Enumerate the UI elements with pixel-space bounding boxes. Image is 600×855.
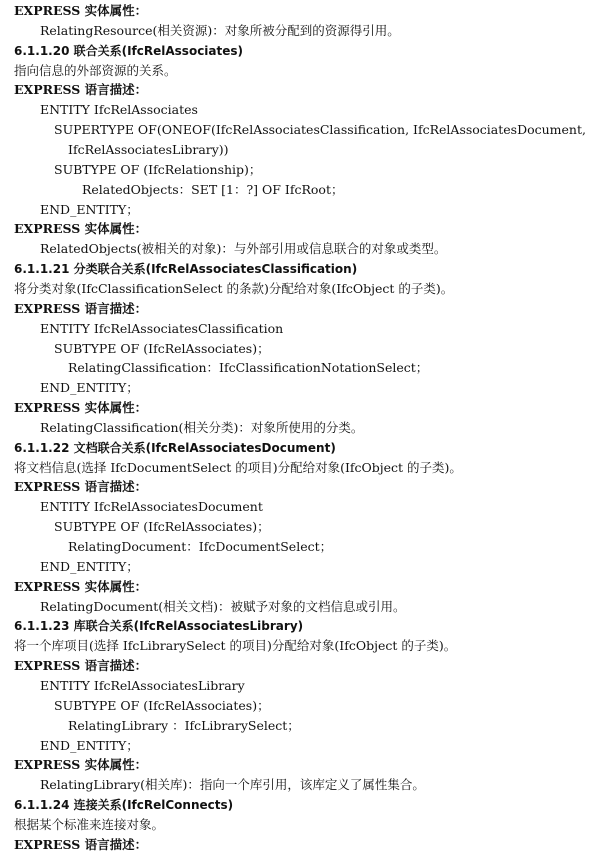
code-line: ENTITY IfcRelAssociatesLibrary bbox=[40, 677, 245, 693]
section-heading: 6.1.1.23 库联合关系(IfcRelAssociatesLibrary) bbox=[14, 619, 304, 634]
section-heading: 6.1.1.20 联合关系(IfcRelAssociates) bbox=[14, 43, 244, 58]
code-line: ENTITY IfcRelAssociates bbox=[40, 102, 198, 118]
code-line: RelatingLibrary(相关库)：指向一个库引用，该库定义了属性集合。 bbox=[40, 777, 425, 793]
section-heading: 6.1.1.24 连接关系(IfcRelConnects) bbox=[14, 798, 234, 812]
code-line: END_ENTITY； bbox=[40, 737, 139, 753]
code-line: RelatingClassification(相关分类)：对象所使用的分类。 bbox=[40, 419, 364, 435]
code-line: END_ENTITY； bbox=[40, 201, 139, 217]
text-line: 根据某个标准来连接对象。 bbox=[14, 816, 165, 832]
code-line: RelatingDocument(相关文档)：被赋予对象的文档信息或引用。 bbox=[40, 598, 406, 614]
code-line: RelatedObjects：SET [1：?] OF IfcRoot； bbox=[82, 181, 344, 197]
label-line: EXPRESS 语言描述： bbox=[14, 836, 148, 852]
code-line: IfcRelAssociatesLibrary)) bbox=[68, 142, 229, 157]
code-line: SUBTYPE OF (IfcRelAssociates)； bbox=[54, 519, 270, 535]
code-line: RelatedObjects(被相关的对象)：与外部引用或信息联合的对象或类型。 bbox=[40, 241, 447, 257]
label-line: EXPRESS 实体属性： bbox=[14, 757, 148, 773]
code-line: RelatingResource(相关资源)：对象所被分配到的资源得引用。 bbox=[40, 22, 400, 38]
code-line: END_ENTITY； bbox=[40, 558, 139, 574]
text-line: 指向信息的外部资源的关系。 bbox=[14, 62, 177, 78]
code-line: SUBTYPE OF (IfcRelAssociates)； bbox=[54, 340, 270, 356]
label-line: EXPRESS 语言描述： bbox=[14, 658, 148, 674]
code-line: SUBTYPE OF (IfcRelationship)； bbox=[54, 161, 262, 177]
text-line: 将文档信息(选择 IfcDocumentSelect 的项目)分配给对象(IfcObject 的子类)。 bbox=[14, 459, 462, 475]
label-line: EXPRESS 实体属性： bbox=[14, 221, 148, 237]
label-line: EXPRESS 语言描述： bbox=[14, 479, 148, 495]
code-line: RelatingLibrary ：IfcLibrarySelect； bbox=[68, 717, 300, 733]
code-line: END_ENTITY； bbox=[40, 380, 139, 396]
code-line: ENTITY IfcRelAssociatesClassification bbox=[40, 320, 284, 336]
text-line: 将一个库项目(选择 IfcLibrarySelect 的项目)分配给对象(IfcObject 的子类)。 bbox=[14, 638, 457, 654]
code-line: RelatingDocument：IfcDocumentSelect； bbox=[68, 539, 333, 554]
code-line: SUPERTYPE OF(ONEOF(IfcRelAssociatesClassification, IfcRelAssociatesDocument, bbox=[54, 122, 586, 138]
label-line: EXPRESS 实体属性： bbox=[14, 3, 148, 18]
code-line: RelatingClassification：IfcClassificationNotationSelect； bbox=[68, 360, 429, 376]
code-line: ENTITY IfcRelAssociatesDocument bbox=[40, 499, 263, 515]
label-line: EXPRESS 实体属性： bbox=[14, 578, 148, 594]
section-heading: 6.1.1.22 文档联合关系(IfcRelAssociatesDocument) bbox=[14, 440, 336, 455]
label-line: EXPRESS 实体属性： bbox=[14, 400, 148, 415]
section-heading: 6.1.1.21 分类联合关系(IfcRelAssociatesClassification) bbox=[14, 262, 358, 277]
label-line: EXPRESS 语言描述： bbox=[14, 82, 148, 98]
code-line: SUBTYPE OF (IfcRelAssociates)； bbox=[54, 697, 270, 713]
label-line: EXPRESS 语言描述： bbox=[14, 300, 148, 316]
text-line: 将分类对象(IfcClassificationSelect 的条款)分配给对象(IfcObject 的子类)。 bbox=[14, 280, 454, 296]
